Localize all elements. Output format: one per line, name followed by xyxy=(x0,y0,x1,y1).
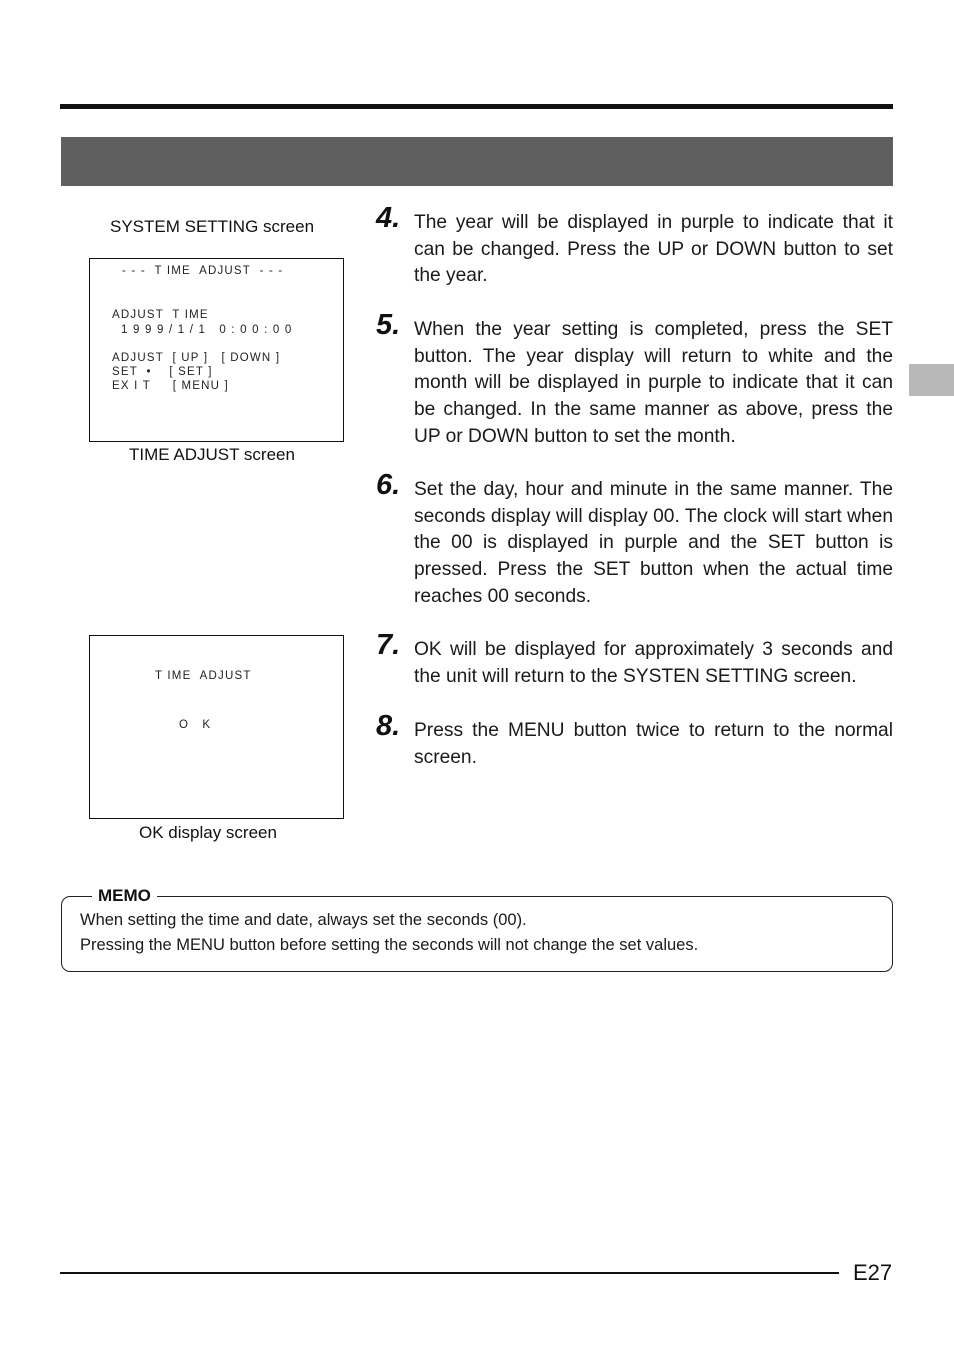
screen-line: ADJUST [ UP ] [ DOWN ] xyxy=(112,352,281,364)
caption-system-setting: SYSTEM SETTING screen xyxy=(110,217,315,236)
caption-ok-display: OK display screen xyxy=(139,823,277,842)
section-header-band xyxy=(61,137,893,186)
step-text: Set the day, hour and minute in the same manner. The seconds display will display 00. The clock will start when the 00 is displayed in purple and the SET button is pressed. Press the SET button when the actual time reaches 00 seconds. xyxy=(414,479,893,607)
ok-screen-title: T IME ADJUST xyxy=(155,670,252,682)
step-number: 6. xyxy=(376,469,401,501)
step-number: 7. xyxy=(376,629,401,661)
page-number: E27 xyxy=(853,1260,893,1285)
step-number: 5. xyxy=(376,309,401,341)
screen-line: - - - T IME ADJUST - - - xyxy=(122,265,284,277)
memo-line: Pressing the MENU button before setting the seconds will not change the set values. xyxy=(80,936,699,954)
memo-line: When setting the time and date, always set the seconds (00). xyxy=(80,911,527,929)
top-rule xyxy=(60,104,893,109)
memo-label: MEMO xyxy=(92,886,157,906)
step-text: Press the MENU button twice to return to the normal screen. xyxy=(414,720,893,768)
caption-time-adjust: TIME ADJUST screen xyxy=(129,445,295,464)
side-index-tab xyxy=(909,364,954,396)
time-adjust-screen xyxy=(89,258,344,442)
step-text: The year will be displayed in purple to indicate that it can be changed. Press the UP or DOWN button to set the year. xyxy=(414,212,893,287)
bottom-rule xyxy=(60,1272,839,1274)
step-text: OK will be displayed for approximately 3 seconds and the unit will return to the SYSTEN SETTING screen. xyxy=(414,639,893,687)
screen-line: 1 9 9 9 / 1 / 1 0 : 0 0 : 0 0 xyxy=(121,324,293,336)
screen-line: EX I T [ MENU ] xyxy=(112,380,229,392)
screen-line: SET • [ SET ] xyxy=(112,366,213,378)
ok-screen-ok: O K xyxy=(179,719,212,731)
step-text: When the year setting is completed, press the SET button. The year display will return to white and the month will be displayed in purple to indicate that it can be changed. In the same manner as above, press the UP or DOWN button to set the month. xyxy=(414,319,893,447)
ok-display-screen xyxy=(89,635,344,819)
step-number: 4. xyxy=(376,202,401,234)
screen-line: ADJUST T IME xyxy=(112,309,209,321)
memo-box xyxy=(61,896,893,972)
step-number: 8. xyxy=(376,710,401,742)
